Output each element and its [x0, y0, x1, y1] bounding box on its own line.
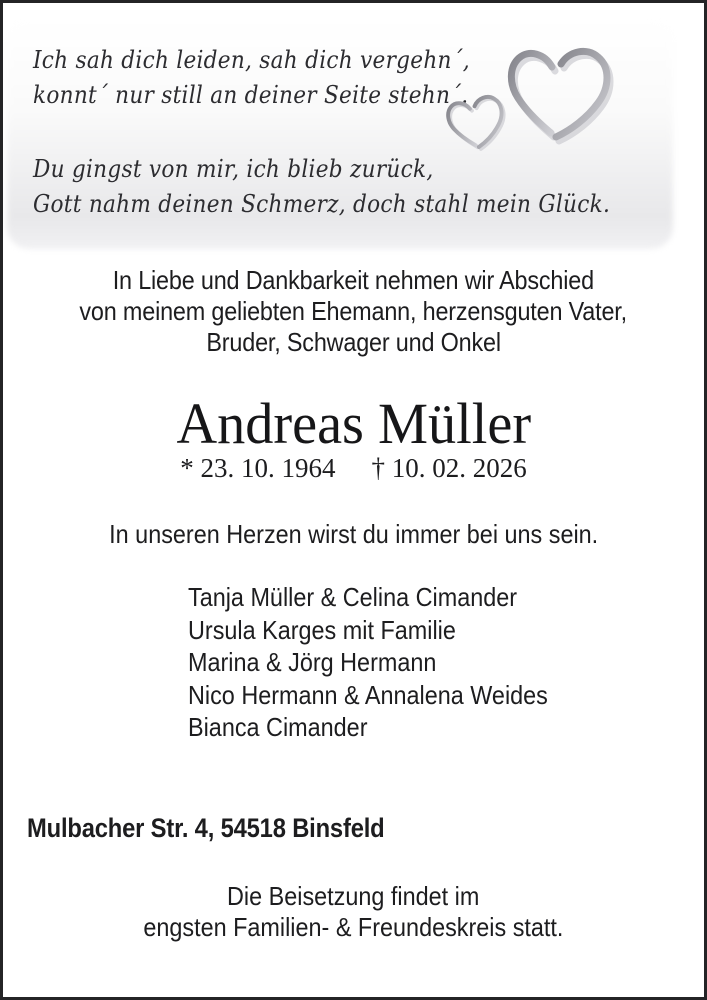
intro-text: [3, 265, 704, 358]
intro-line: [3, 296, 704, 327]
life-dates: [3, 455, 704, 482]
intro-line-text: von meinem geliebten Ehemann, herzensguten Vater,: [79, 296, 628, 326]
poem-line-text: Gott nahm deinen Schmerz, doch stahl mein Glück.: [33, 190, 611, 218]
mourner-text: Nico Hermann & Annalena Weides: [188, 679, 548, 710]
mourner-line: [188, 711, 588, 744]
funeral-text: engsten Familien- & Freundeskreis statt.: [143, 912, 564, 942]
death-date: † 10. 02. 2026: [371, 453, 527, 483]
intro-line: [3, 327, 704, 358]
remembrance-text: In unseren Herzen wirst du immer bei uns sein.: [108, 519, 599, 549]
intro-line-text: Bruder, Schwager und Onkel: [206, 327, 501, 357]
mourners-list: [188, 581, 588, 744]
mourner-line: [188, 581, 588, 614]
poem-line: [33, 152, 674, 187]
poem-line: [33, 187, 674, 222]
poem-line-text: konnt´ nur still an deiner Seite stehn´.: [33, 81, 469, 109]
poem-stanza-2: [33, 152, 674, 222]
deceased-name: [3, 391, 704, 456]
intro-line-text: In Liebe und Dankbarkeit nehmen wir Abschied: [112, 265, 595, 295]
funeral-text: Die Beisetzung findet im: [227, 881, 480, 911]
poem-line-text: Du gingst von mir, ich blieb zurück,: [33, 155, 434, 183]
address-text: Mulbacher Str. 4, 54518 Binsfeld: [27, 813, 385, 843]
mourner-line: [188, 679, 588, 712]
birth-date: * 23. 10. 1964: [180, 453, 336, 483]
address-line: [27, 813, 433, 844]
funeral-notice: [3, 881, 704, 943]
deceased-name-text: Andreas Müller: [176, 391, 531, 456]
mourner-text: Marina & Jörg Hermann: [188, 647, 437, 677]
two-hearts-icon: [446, 47, 616, 155]
funeral-line: [3, 912, 704, 943]
large-heart: [511, 51, 610, 141]
mourner-text: Ursula Karges mit Familie: [188, 614, 456, 645]
mourner-line: [188, 646, 588, 679]
intro-line: [3, 265, 704, 296]
poem-line-text: Ich sah dich leiden, sah dich vergehn´,: [33, 46, 470, 74]
remembrance-line: [3, 519, 704, 550]
small-heart: [446, 95, 509, 154]
mourner-text: Bianca Cimander: [188, 712, 368, 742]
mourner-line: [188, 614, 588, 647]
mourner-text: Tanja Müller & Celina Cimander: [188, 582, 518, 612]
funeral-line: [3, 881, 704, 912]
